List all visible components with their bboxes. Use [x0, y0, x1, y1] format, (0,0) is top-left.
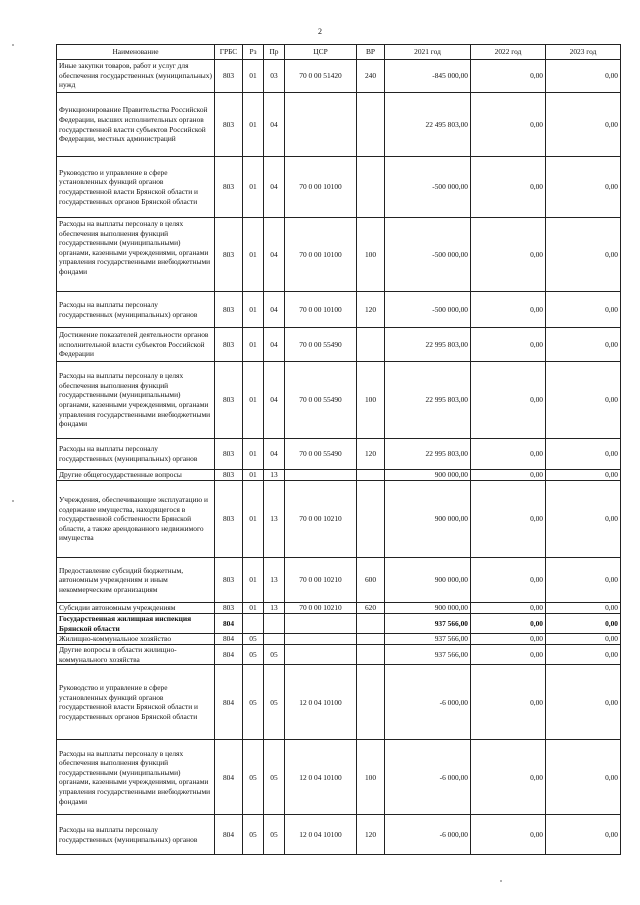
- header-2023: 2023 год: [546, 45, 621, 60]
- table-row: [57, 328, 621, 362]
- row-2022: 0,00: [471, 93, 546, 157]
- row-name: Учреждения, обеспечивающие эксплуатацию и содержание имущества, находящегося в государственной собственности Брянской области, а также арендованного недвижимого имущества: [57, 481, 215, 558]
- row-2022: 0,00: [471, 470, 546, 481]
- header-row: [57, 45, 621, 60]
- row-vr: 120: [357, 292, 385, 328]
- row-csr: [285, 645, 357, 665]
- row-rz: 05: [243, 740, 264, 815]
- row-name: Иные закупки товаров, работ и услуг для обеспечения государственных (муниципальных) нужд: [57, 60, 215, 93]
- budget-table: [56, 44, 621, 855]
- row-name: Расходы на выплаты персоналу государственных (муниципальных) органов: [57, 815, 215, 855]
- row-2021: 22 995 803,00: [385, 328, 471, 362]
- row-vr: [357, 328, 385, 362]
- row-2021: 900 000,00: [385, 481, 471, 558]
- row-vr: [357, 157, 385, 218]
- row-rz: 01: [243, 292, 264, 328]
- row-2021: -500 000,00: [385, 292, 471, 328]
- row-2023: 0,00: [546, 439, 621, 470]
- row-2023: 0,00: [546, 614, 621, 634]
- row-2021: 22 995 803,00: [385, 362, 471, 439]
- table-row: [57, 439, 621, 470]
- row-2023: 0,00: [546, 93, 621, 157]
- row-rz: 01: [243, 558, 264, 603]
- row-grbs: 803: [215, 362, 243, 439]
- table-row: [57, 634, 621, 645]
- row-pr: 13: [264, 558, 285, 603]
- row-grbs: 804: [215, 614, 243, 634]
- row-name: Субсидии автономным учреждениям: [57, 603, 215, 614]
- row-2021: 937 566,00: [385, 634, 471, 645]
- row-vr: 120: [357, 815, 385, 855]
- row-csr: [285, 470, 357, 481]
- row-rz: 01: [243, 481, 264, 558]
- row-vr: 120: [357, 439, 385, 470]
- row-name: Расходы на выплаты персоналу государственных (муниципальных) органов: [57, 292, 215, 328]
- row-grbs: 803: [215, 603, 243, 614]
- header-grbs: ГРБС: [215, 45, 243, 60]
- table-row: [57, 470, 621, 481]
- row-csr: 12 0 04 10100: [285, 815, 357, 855]
- row-rz: 01: [243, 603, 264, 614]
- row-csr: 70 0 00 55490: [285, 439, 357, 470]
- row-csr: 70 0 00 55490: [285, 362, 357, 439]
- row-name: Руководство и управление в сфере установленных функций органов государственной власти Брянской области и государственных органов Брянской области: [57, 157, 215, 218]
- row-rz: [243, 614, 264, 634]
- row-2023: 0,00: [546, 645, 621, 665]
- row-csr: 70 0 00 51420: [285, 60, 357, 93]
- table-row: [57, 93, 621, 157]
- row-2023: 0,00: [546, 558, 621, 603]
- row-pr: 13: [264, 481, 285, 558]
- row-csr: 70 0 00 10210: [285, 603, 357, 614]
- row-vr: [357, 470, 385, 481]
- row-vr: [357, 634, 385, 645]
- row-2023: 0,00: [546, 470, 621, 481]
- row-name: Другие общегосударственные вопросы: [57, 470, 215, 481]
- row-pr: 05: [264, 740, 285, 815]
- row-csr: 70 0 00 10210: [285, 481, 357, 558]
- row-2023: 0,00: [546, 481, 621, 558]
- row-rz: 01: [243, 157, 264, 218]
- row-vr: 100: [357, 218, 385, 292]
- table-row: [57, 292, 621, 328]
- table-row: [57, 614, 621, 634]
- row-pr: 05: [264, 815, 285, 855]
- row-grbs: 803: [215, 60, 243, 93]
- row-2021: 937 566,00: [385, 614, 471, 634]
- row-name: Государственная жилищная инспекция Брянской области: [57, 614, 215, 634]
- row-name: Расходы на выплаты персоналу в целях обеспечения выполнения функций государственными (муниципальными) органами, казенными учреждениями, органами управления государственными внебюджетными фондами: [57, 740, 215, 815]
- row-name: Достижение показателей деятельности органов исполнительной власти субъектов Российской Федерации: [57, 328, 215, 362]
- row-2022: 0,00: [471, 292, 546, 328]
- header-csr: ЦСР: [285, 45, 357, 60]
- row-grbs: 804: [215, 634, 243, 645]
- row-2021: -6 000,00: [385, 740, 471, 815]
- row-pr: [264, 614, 285, 634]
- row-grbs: 804: [215, 740, 243, 815]
- row-grbs: 803: [215, 439, 243, 470]
- row-pr: 04: [264, 328, 285, 362]
- row-name: Жилищно-коммунальное хозяйство: [57, 634, 215, 645]
- table-row: [57, 481, 621, 558]
- row-2022: 0,00: [471, 740, 546, 815]
- row-csr: 70 0 00 55490: [285, 328, 357, 362]
- row-vr: 240: [357, 60, 385, 93]
- row-vr: 620: [357, 603, 385, 614]
- table-row: [57, 645, 621, 665]
- header-2021: 2021 год: [385, 45, 471, 60]
- row-2022: 0,00: [471, 157, 546, 218]
- row-grbs: 804: [215, 665, 243, 740]
- row-2023: 0,00: [546, 603, 621, 614]
- row-2021: 900 000,00: [385, 558, 471, 603]
- row-rz: 01: [243, 362, 264, 439]
- row-pr: [264, 634, 285, 645]
- row-2022: 0,00: [471, 328, 546, 362]
- row-pr: 04: [264, 362, 285, 439]
- table-row: [57, 558, 621, 603]
- table-row: [57, 218, 621, 292]
- row-pr: 04: [264, 439, 285, 470]
- table-row: [57, 603, 621, 614]
- row-rz: 01: [243, 328, 264, 362]
- table-row: [57, 740, 621, 815]
- row-2021: -6 000,00: [385, 665, 471, 740]
- row-grbs: 803: [215, 292, 243, 328]
- row-2023: 0,00: [546, 328, 621, 362]
- row-vr: [357, 93, 385, 157]
- row-2021: 900 000,00: [385, 603, 471, 614]
- table-row: [57, 815, 621, 855]
- row-2022: 0,00: [471, 614, 546, 634]
- header-pr: Пр: [264, 45, 285, 60]
- row-2021: -845 000,00: [385, 60, 471, 93]
- header-rz: Рз: [243, 45, 264, 60]
- row-2023: 0,00: [546, 815, 621, 855]
- row-grbs: 803: [215, 558, 243, 603]
- row-csr: 70 0 00 10210: [285, 558, 357, 603]
- row-csr: 70 0 00 10100: [285, 218, 357, 292]
- row-pr: 05: [264, 665, 285, 740]
- row-vr: 100: [357, 362, 385, 439]
- row-2022: 0,00: [471, 603, 546, 614]
- table-row: [57, 157, 621, 218]
- row-name: Расходы на выплаты персоналу государственных (муниципальных) органов: [57, 439, 215, 470]
- row-name: Расходы на выплаты персоналу в целях обеспечения выполнения функций государственными (муниципальными) органами, казенными учреждениями, органами управления государственными внебюджетными фондами: [57, 362, 215, 439]
- row-2021: -500 000,00: [385, 157, 471, 218]
- table-row: [57, 362, 621, 439]
- row-vr: [357, 481, 385, 558]
- row-vr: [357, 665, 385, 740]
- row-pr: 03: [264, 60, 285, 93]
- table-row: [57, 60, 621, 93]
- row-csr: [285, 93, 357, 157]
- row-2022: 0,00: [471, 481, 546, 558]
- row-pr: 04: [264, 218, 285, 292]
- row-name: Предоставление субсидий бюджетным, автономным учреждениям и иным некоммерческим организациям: [57, 558, 215, 603]
- row-2022: 0,00: [471, 558, 546, 603]
- row-grbs: 804: [215, 645, 243, 665]
- row-2023: 0,00: [546, 157, 621, 218]
- row-name: Функционирование Правительства Российской Федерации, высших исполнительных органов государственной власти субъектов Российской Федерации, местных администраций: [57, 93, 215, 157]
- row-rz: 01: [243, 93, 264, 157]
- row-2023: 0,00: [546, 634, 621, 645]
- row-grbs: 803: [215, 481, 243, 558]
- row-2023: 0,00: [546, 665, 621, 740]
- row-2021: 22 495 803,00: [385, 93, 471, 157]
- row-pr: 04: [264, 292, 285, 328]
- row-pr: 05: [264, 645, 285, 665]
- row-2022: 0,00: [471, 439, 546, 470]
- row-2022: 0,00: [471, 218, 546, 292]
- header-2022: 2022 год: [471, 45, 546, 60]
- row-rz: 05: [243, 815, 264, 855]
- row-2021: -500 000,00: [385, 218, 471, 292]
- row-2023: 0,00: [546, 218, 621, 292]
- row-vr: [357, 645, 385, 665]
- row-rz: 01: [243, 218, 264, 292]
- row-vr: 100: [357, 740, 385, 815]
- row-csr: 70 0 00 10100: [285, 157, 357, 218]
- row-pr: 13: [264, 603, 285, 614]
- row-2023: 0,00: [546, 740, 621, 815]
- row-name: Руководство и управление в сфере установленных функций органов государственной власти Брянской области и государственных органов Брянской области: [57, 665, 215, 740]
- row-2022: 0,00: [471, 815, 546, 855]
- row-2023: 0,00: [546, 362, 621, 439]
- scan-speck: [12, 500, 14, 502]
- row-name: Другие вопросы в области жилищно-коммунального хозяйства: [57, 645, 215, 665]
- scan-speck: [500, 880, 502, 882]
- row-vr: [357, 614, 385, 634]
- row-grbs: 803: [215, 218, 243, 292]
- row-vr: 600: [357, 558, 385, 603]
- row-pr: 04: [264, 93, 285, 157]
- row-name: Расходы на выплаты персоналу в целях обеспечения выполнения функций государственными (муниципальными) органами, казенными учреждениями, органами управления государственными внебюджетными фондами: [57, 218, 215, 292]
- row-2023: 0,00: [546, 60, 621, 93]
- row-grbs: 803: [215, 157, 243, 218]
- row-rz: 01: [243, 60, 264, 93]
- row-csr: [285, 634, 357, 645]
- row-grbs: 803: [215, 93, 243, 157]
- header-name: Наименование: [57, 45, 215, 60]
- row-2021: 900 000,00: [385, 470, 471, 481]
- row-rz: 05: [243, 665, 264, 740]
- row-2022: 0,00: [471, 665, 546, 740]
- row-pr: 04: [264, 157, 285, 218]
- row-2021: 937 566,00: [385, 645, 471, 665]
- row-csr: [285, 614, 357, 634]
- table-row: [57, 665, 621, 740]
- row-csr: 70 0 00 10100: [285, 292, 357, 328]
- row-2022: 0,00: [471, 634, 546, 645]
- row-2023: 0,00: [546, 292, 621, 328]
- row-csr: 12 0 04 10100: [285, 740, 357, 815]
- row-2022: 0,00: [471, 362, 546, 439]
- row-rz: 01: [243, 470, 264, 481]
- row-2021: 22 995 803,00: [385, 439, 471, 470]
- row-2022: 0,00: [471, 60, 546, 93]
- row-grbs: 803: [215, 470, 243, 481]
- row-2022: 0,00: [471, 645, 546, 665]
- row-rz: 05: [243, 645, 264, 665]
- row-pr: 13: [264, 470, 285, 481]
- row-grbs: 803: [215, 328, 243, 362]
- row-2021: -6 000,00: [385, 815, 471, 855]
- header-vr: ВР: [357, 45, 385, 60]
- scan-speck: [12, 44, 14, 46]
- row-grbs: 804: [215, 815, 243, 855]
- row-rz: 05: [243, 634, 264, 645]
- row-rz: 01: [243, 439, 264, 470]
- row-csr: 12 0 04 10100: [285, 665, 357, 740]
- page-number: 2: [318, 27, 322, 36]
